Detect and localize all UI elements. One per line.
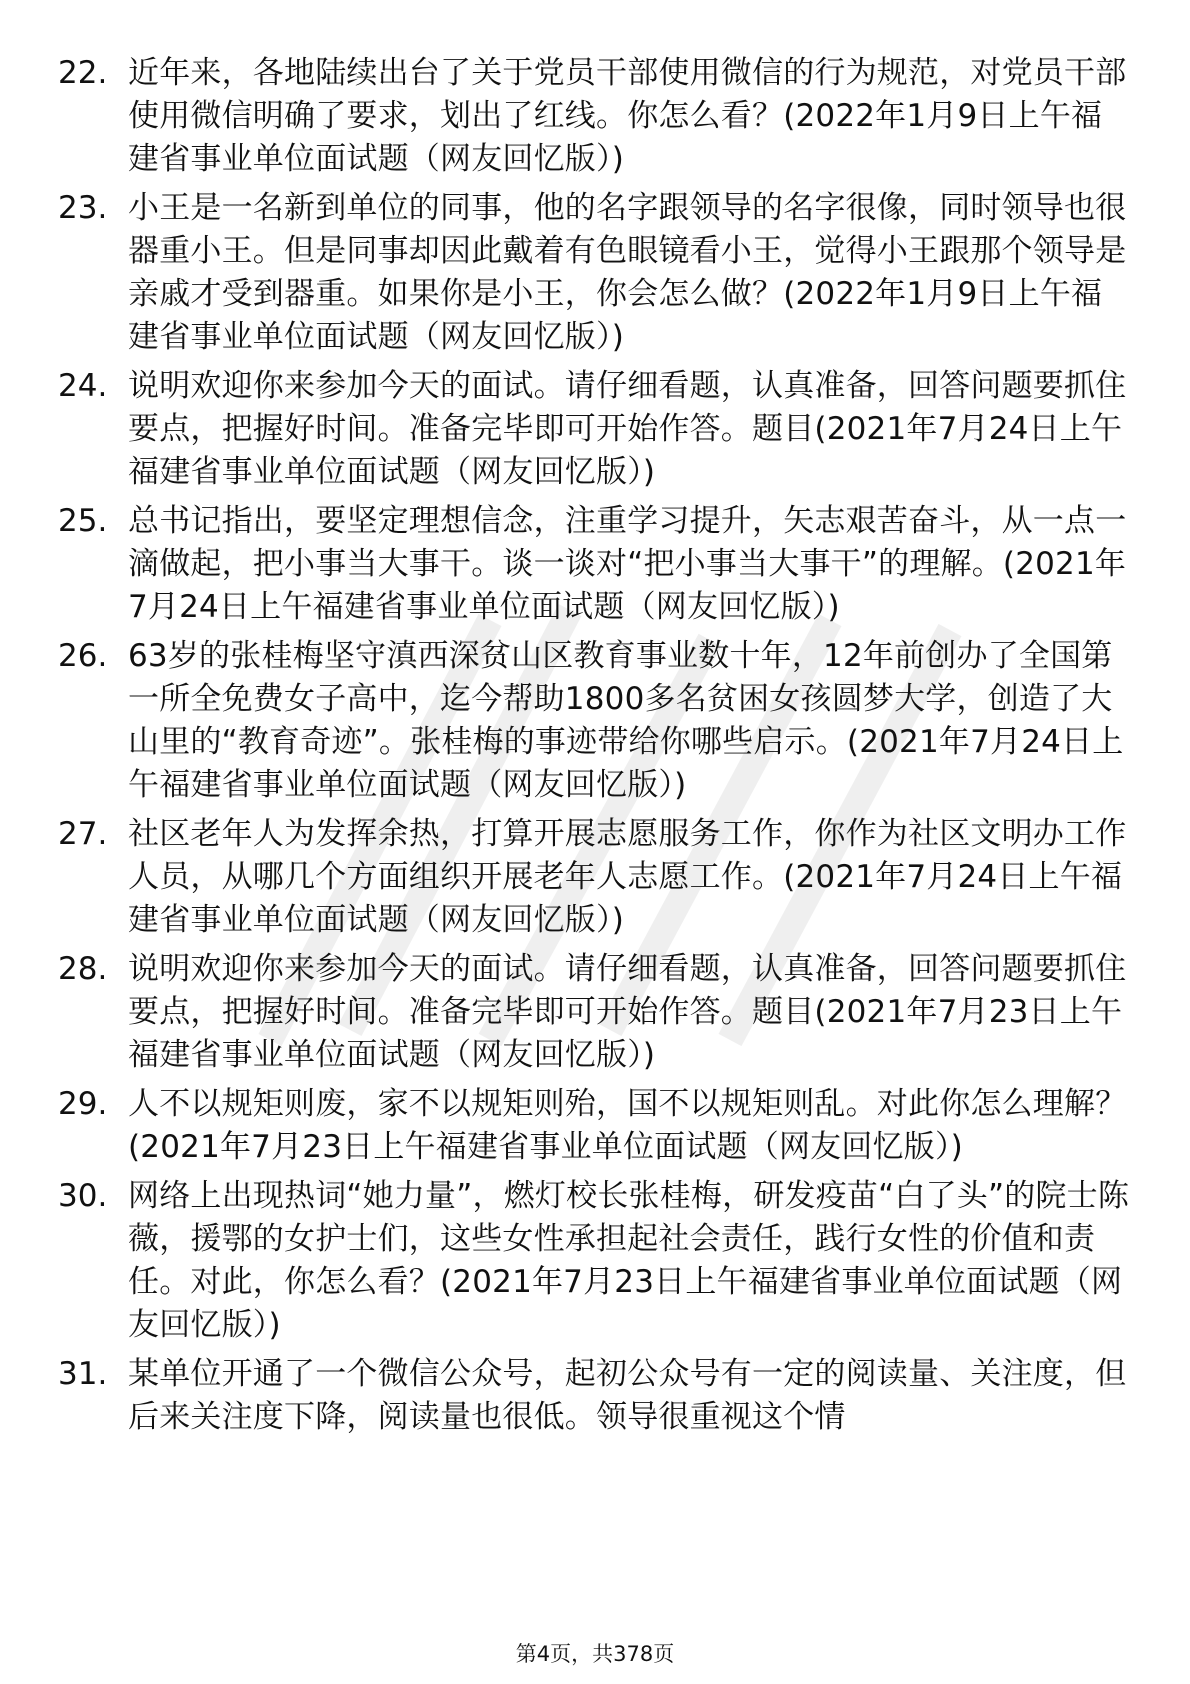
question-number: 26. — [58, 638, 108, 674]
question-text: 63岁的张桂梅坚守滇西深贫山区教育事业数十年，12年前创办了全国第一所全免费女子高中，迄今帮助1800多名贫困女孩圆梦大学，创造了大山里的“教育奇迹”。张桂梅的事迹带给你哪些启示。(2021年7月24日上午福建省事业单位面试题（网友回忆版）) — [128, 638, 1124, 803]
question-item — [58, 635, 1133, 807]
question-list — [58, 52, 1133, 1445]
question-number: 25. — [58, 503, 108, 539]
question-number: 29. — [58, 1086, 108, 1122]
question-text: 说明欢迎你来参加今天的面试。请仔细看题，认真准备，回答问题要抓住要点，把握好时间。准备完毕即可开始作答。题目(2021年7月23日上午福建省事业单位面试题（网友回忆版）) — [128, 951, 1127, 1073]
question-text: 近年来，各地陆续出台了关于党员干部使用微信的行为规范，对党员干部使用微信明确了要求，划出了红线。你怎么看？(2022年1月9日上午福建省事业单位面试题（网友回忆版）) — [128, 55, 1127, 177]
question-number: 22. — [58, 55, 108, 91]
question-item — [58, 1353, 1133, 1439]
question-text: 网络上出现热词“她力量”，燃灯校长张桂梅，研发疫苗“白了头”的院士陈薇，援鄂的女护士们，这些女性承担起社会责任，践行女性的价值和责任。对此，你怎么看？(2021年7月23日上午福建省事业单位面试题（网友回忆版）) — [128, 1178, 1130, 1343]
question-number: 31. — [58, 1356, 108, 1392]
question-text: 社区老年人为发挥余热，打算开展志愿服务工作，你作为社区文明办工作人员，从哪几个方面组织开展老年人志愿工作。(2021年7月24日上午福建省事业单位面试题（网友回忆版）) — [128, 816, 1127, 938]
question-item — [58, 52, 1133, 181]
question-item — [58, 948, 1133, 1077]
question-item — [58, 187, 1133, 359]
question-number: 23. — [58, 190, 108, 226]
question-text: 人不以规矩则废，家不以规矩则殆，国不以规矩则乱。对此你怎么理解？(2021年7月23日上午福建省事业单位面试题（网友回忆版）) — [128, 1086, 1127, 1165]
page-footer: 第4页，共378页 — [515, 1642, 675, 1666]
question-text: 说明欢迎你来参加今天的面试。请仔细看题，认真准备，回答问题要抓住要点，把握好时间。准备完毕即可开始作答。题目(2021年7月24日上午福建省事业单位面试题（网友回忆版）) — [128, 368, 1127, 490]
question-number: 24. — [58, 368, 108, 404]
question-text: 小王是一名新到单位的同事，他的名字跟领导的名字很像，同时领导也很器重小王。但是同事却因此戴着有色眼镜看小王，觉得小王跟那个领导是亲戚才受到器重。如果你是小王，你会怎么做？(2022年1月9日上午福建省事业单位面试题（网友回忆版）) — [128, 190, 1127, 355]
question-item — [58, 500, 1133, 629]
question-text: 总书记指出，要坚定理想信念，注重学习提升，矢志艰苦奋斗，从一点一滴做起，把小事当大事干。谈一谈对“把小事当大事干”的理解。(2021年7月24日上午福建省事业单位面试题（网友回忆版）) — [128, 503, 1127, 625]
question-item — [58, 365, 1133, 494]
question-text: 某单位开通了一个微信公众号，起初公众号有一定的阅读量、关注度，但后来关注度下降，阅读量也很低。领导很重视这个情 — [128, 1356, 1127, 1435]
question-item — [58, 813, 1133, 942]
question-number: 28. — [58, 951, 108, 987]
question-number: 30. — [58, 1178, 108, 1214]
question-item — [58, 1175, 1133, 1347]
question-item — [58, 1083, 1133, 1169]
question-number: 27. — [58, 816, 108, 852]
